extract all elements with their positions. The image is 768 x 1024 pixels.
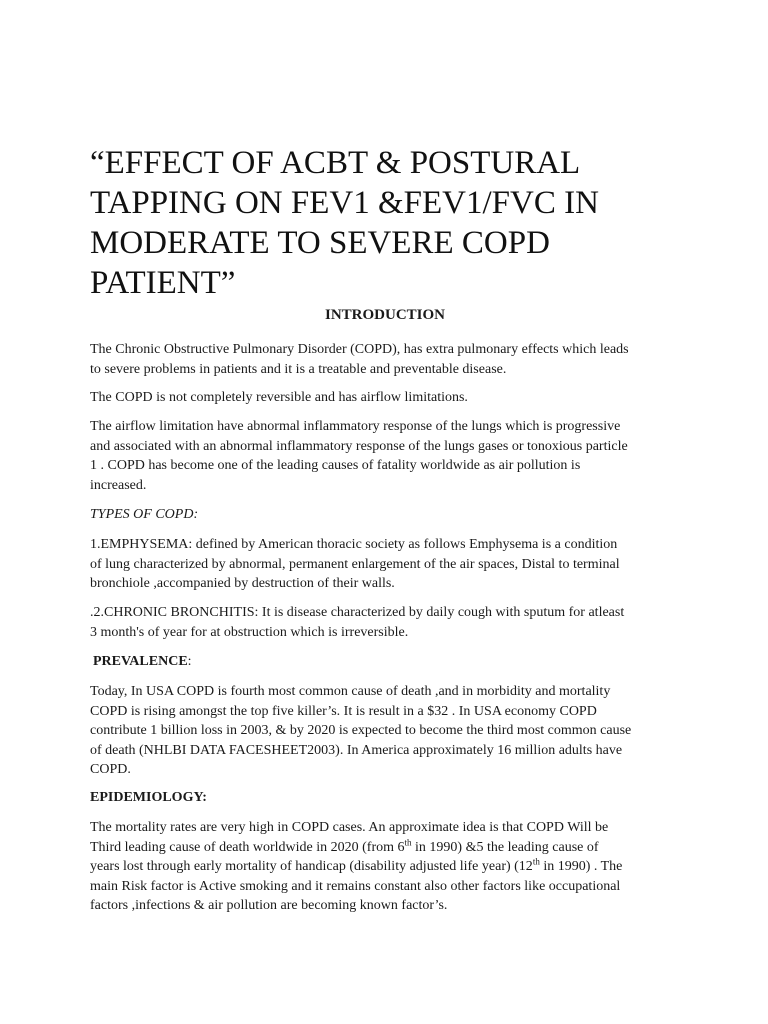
superscript: th <box>404 836 412 847</box>
text-line: 1 . COPD has become one of the leading causes of fatality worldwide as air pollution is <box>90 458 581 473</box>
superscript: th <box>532 856 540 867</box>
text-line: factors ,infections & air pollution are becoming known factor’s. <box>90 898 448 913</box>
text-line: to severe problems in patients and it is a treatable and preventable disease. <box>90 361 507 377</box>
document-title <box>90 143 690 303</box>
text-line: .2.CHRONIC BRONCHITIS: It is disease characterized by daily cough with sputum for atleast <box>90 605 625 620</box>
text-line: bronchiole ,accompanied by destruction of their walls. <box>90 576 395 591</box>
text-line: The airflow limitation have abnormal inflammatory response of the lungs which is progressive <box>90 419 621 434</box>
text-fragment: years lost through early mortality of handicap (disability adjusted life year) (12 <box>90 859 533 874</box>
introduction-heading: INTRODUCTION <box>324 307 445 323</box>
prevalence-heading <box>93 652 693 672</box>
text-line: COPD. <box>90 762 131 777</box>
text-line: The Chronic Obstructive Pulmonary Disorder (COPD), has extra pulmonary effects which leads <box>90 342 629 357</box>
intro-paragraph-2 <box>90 388 690 408</box>
intro-paragraph-3 <box>90 417 690 495</box>
text-line: The COPD is not completely reversible and has airflow limitations. <box>90 390 468 405</box>
text-line: and associated with an abnormal inflammatory response of the lungs gases or tonoxious particle <box>90 438 628 454</box>
text-line <box>90 838 690 858</box>
prevalence-heading-text: PREVALENCE <box>93 654 188 669</box>
title-line: PATIENT” <box>90 265 236 301</box>
text-line: TYPES OF COPD: <box>90 507 199 522</box>
text-line: main Risk factor is Active smoking and it remains constant also other factors like occupational <box>90 878 621 894</box>
text-line: of death (NHLBI DATA FACESHEET2003). In America approximately 16 million adults have <box>90 742 623 758</box>
epidemiology-paragraph <box>90 818 690 916</box>
text-fragment: in 1990) &5 the leading cause of <box>411 839 599 855</box>
text-line: contribute 1 billion loss in 2003, & by 2020 is expected to become the third most common cause <box>90 723 632 738</box>
intro-paragraph-1 <box>90 340 690 379</box>
text-line: 1.EMPHYSEMA: defined by American thoracic society as follows Emphysema is a condition <box>90 537 618 552</box>
types-heading <box>90 505 690 525</box>
bronchitis-paragraph <box>90 603 690 642</box>
emphysema-paragraph <box>90 535 690 594</box>
text-fragment: Third leading cause of death worldwide in 2020 (from 6 <box>90 839 405 855</box>
text-fragment: in 1990) . The <box>539 859 623 874</box>
title-line: “EFFECT OF ACBT & POSTURAL <box>90 145 581 181</box>
text-line: of lung characterized by abnormal, permanent enlargement of the air spaces, Distal to terminal <box>90 556 620 572</box>
prevalence-paragraph <box>90 682 690 780</box>
text-line: 3 month's of year for at obstruction which is irreversible. <box>90 624 409 640</box>
text-line <box>90 857 690 877</box>
text-line: Today, In USA COPD is fourth most common cause of death ,and in morbidity and mortality <box>90 684 611 699</box>
title-line: TAPPING ON FEV1 &FEV1/FVC IN <box>90 185 599 221</box>
text-line: EPIDEMIOLOGY: <box>90 790 207 805</box>
prevalence-colon: : <box>187 654 192 669</box>
text-line: increased. <box>90 477 147 493</box>
text-line: COPD is rising amongst the top five killer’s. It is result in a $32 . In USA economy COPD <box>90 703 597 719</box>
title-line: MODERATE TO SEVERE COPD <box>90 225 550 261</box>
epidemiology-heading <box>90 788 690 808</box>
text-line: The mortality rates are very high in COPD cases. An approximate idea is that COPD Will be <box>90 820 609 835</box>
